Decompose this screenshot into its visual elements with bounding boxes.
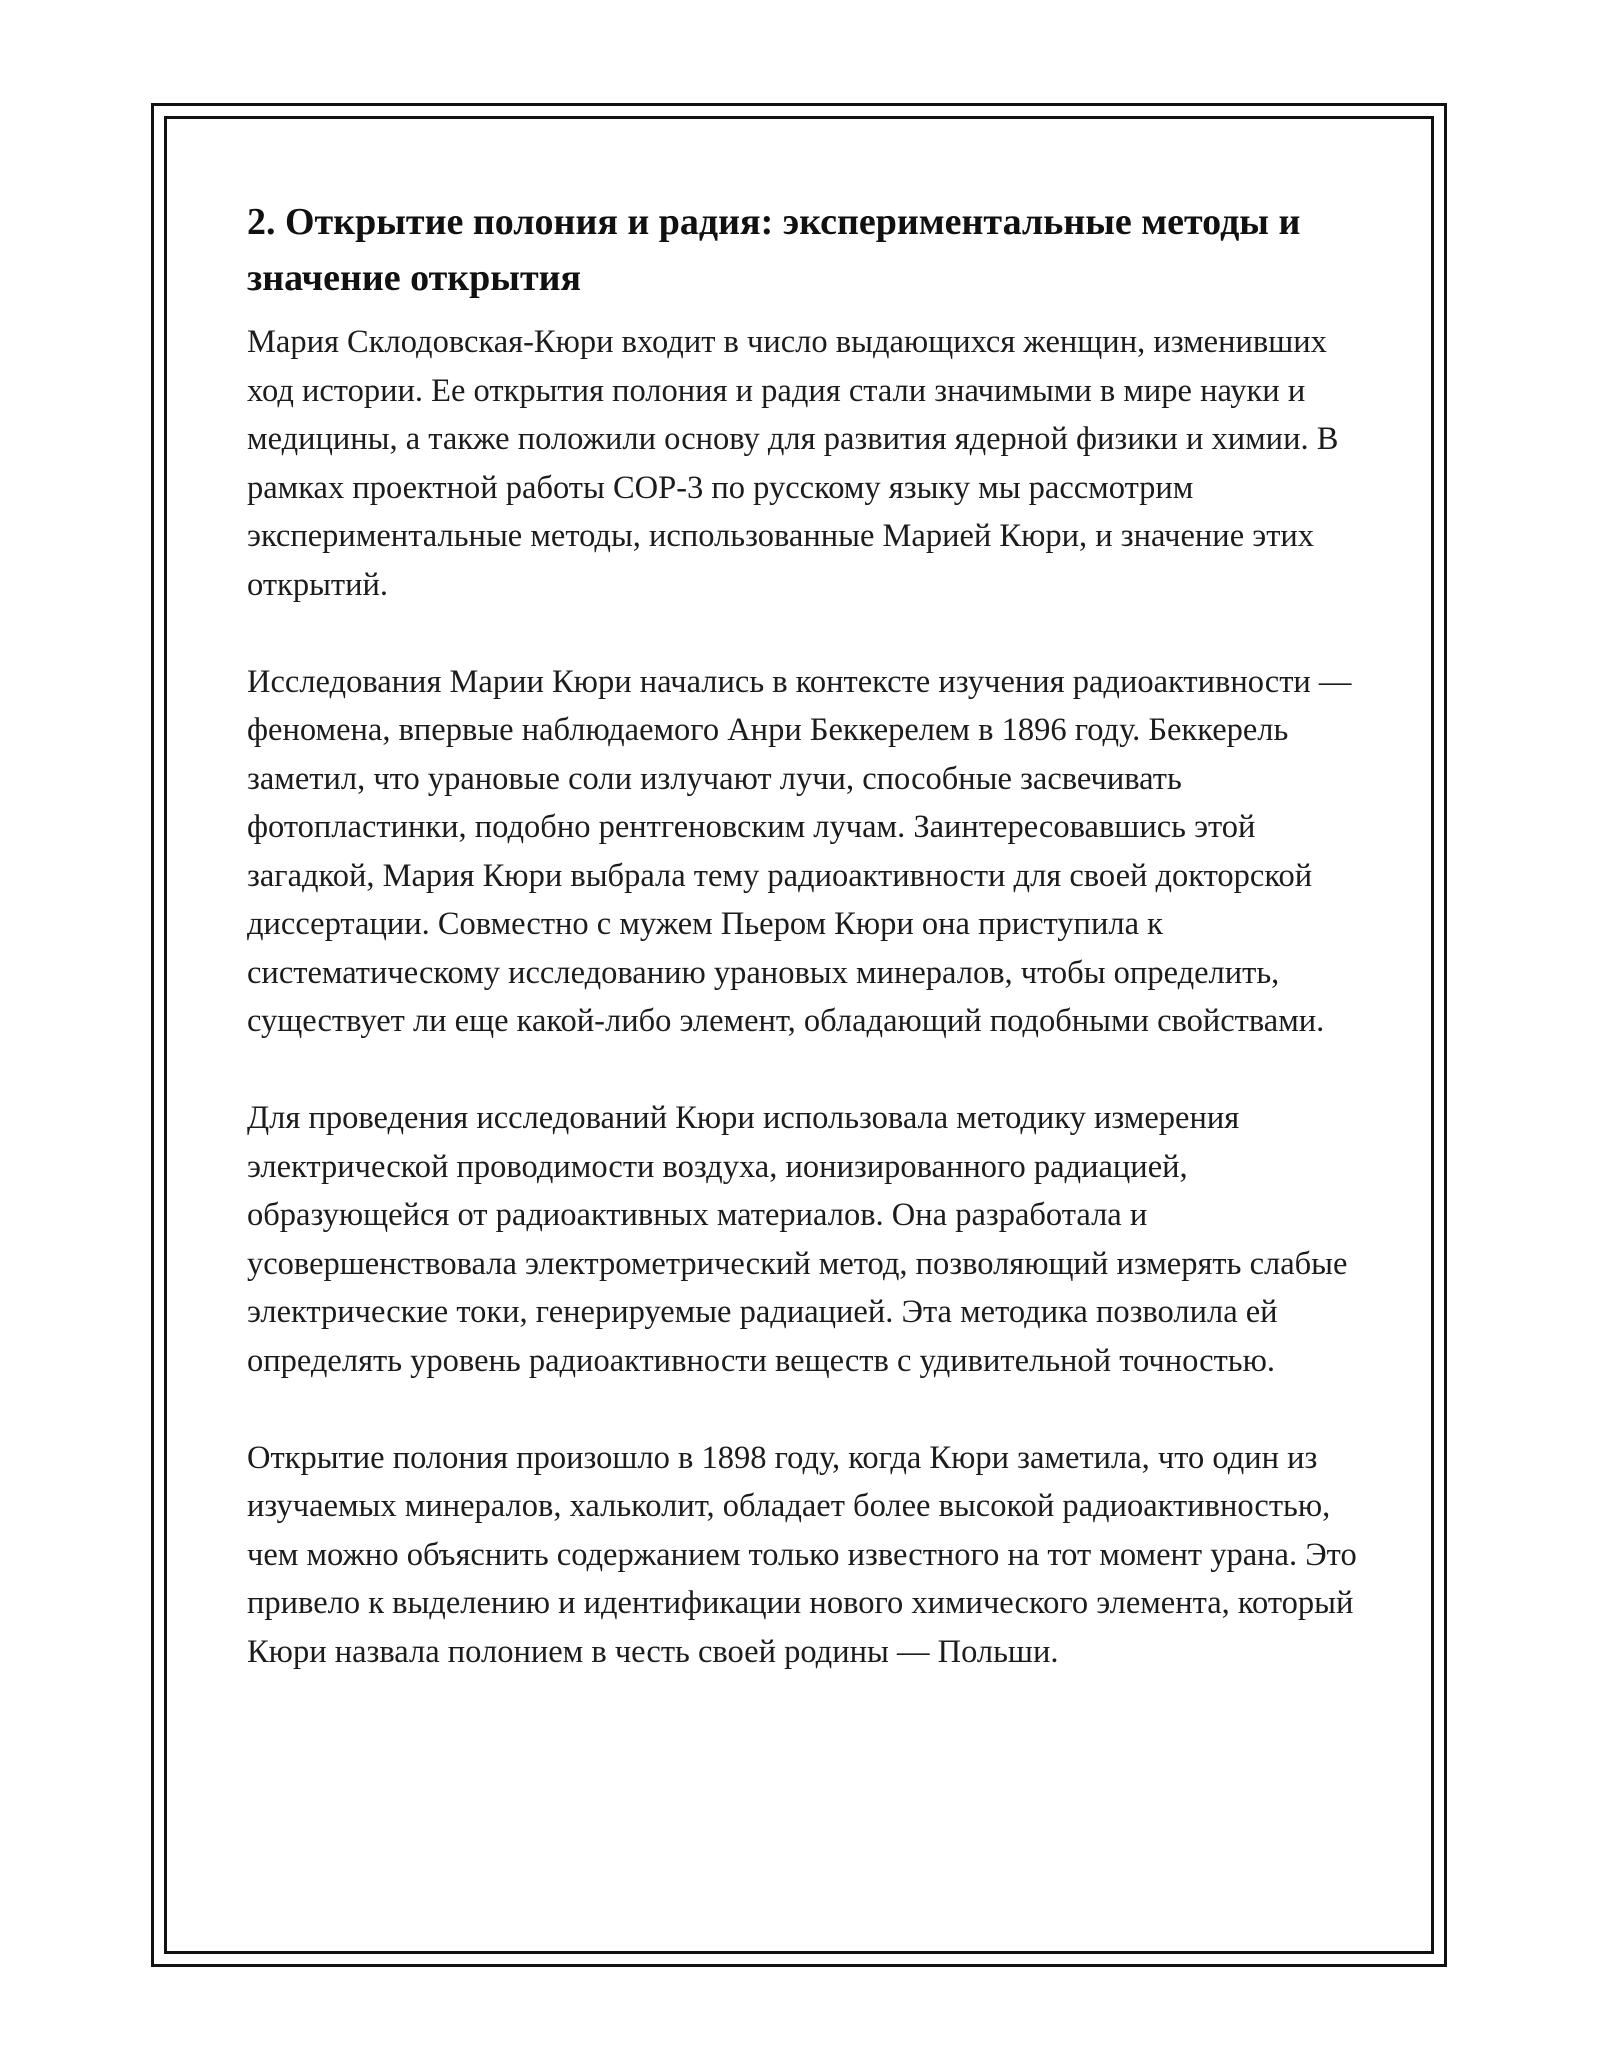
page-border-inner <box>164 116 1434 1954</box>
section-heading: 2. Открытие полония и радия: экспериментальные методы и значение открытия <box>247 201 1301 299</box>
paragraph-3: Для проведения исследований Кюри использовала методику измерения электрической проводимости воздуха, ионизированного радиацией, образующейся от радиоактивных материалов. Она разработала и усовершенствовала электрометрический метод, позволяющий измерять слабые электрические токи, генерируемые радиацией. Эта методика позволила ей определять уровень радиоактивности веществ с удивительной точностью. <box>247 1100 1348 1379</box>
page-border-outer <box>151 103 1447 1967</box>
paragraph-2: Исследования Марии Кюри начались в контексте изучения радиоактивности — феномена, впервые наблюдаемого Анри Беккерелем в 1896 году. Беккерель заметил, что урановые соли излучают лучи, способные засвечивать фотопластинки, подобно рентгеновским лучам. Заинтересовавшись этой загадкой, Мария Кюри выбрала тему радиоактивности для своей докторской диссертации. Совместно с мужем Пьером Кюри она приступила к систематическому исследованию урановых минералов, чтобы определить, существует ли еще какой-либо элемент, обладающий подобными свойствами. <box>247 663 1352 1039</box>
document-body <box>247 194 1377 1725</box>
paragraph-1: Мария Склодовская-Кюри входит в число выдающихся женщин, изменивших ход истории. Ее открытия полония и радия стали значимыми в мире науки и медицины, а также положили основу для развития ядерной физики и химии. В рамках проектной работы СОР-3 по русскому языку мы рассмотрим экспериментальные методы, использованные Марией Кюри, и значение этих открытий. <box>247 324 1339 603</box>
paragraph-4: Открытие полония произошло в 1898 году, когда Кюри заметила, что один из изучаемых минералов, хальколит, обладает более высокой радиоактивностью, чем можно объяснить содержанием только известного на тот момент урана. Это привело к выделению и идентификации нового химического элемента, который Кюри назвала полонием в честь своей родины — Польши. <box>247 1439 1357 1670</box>
